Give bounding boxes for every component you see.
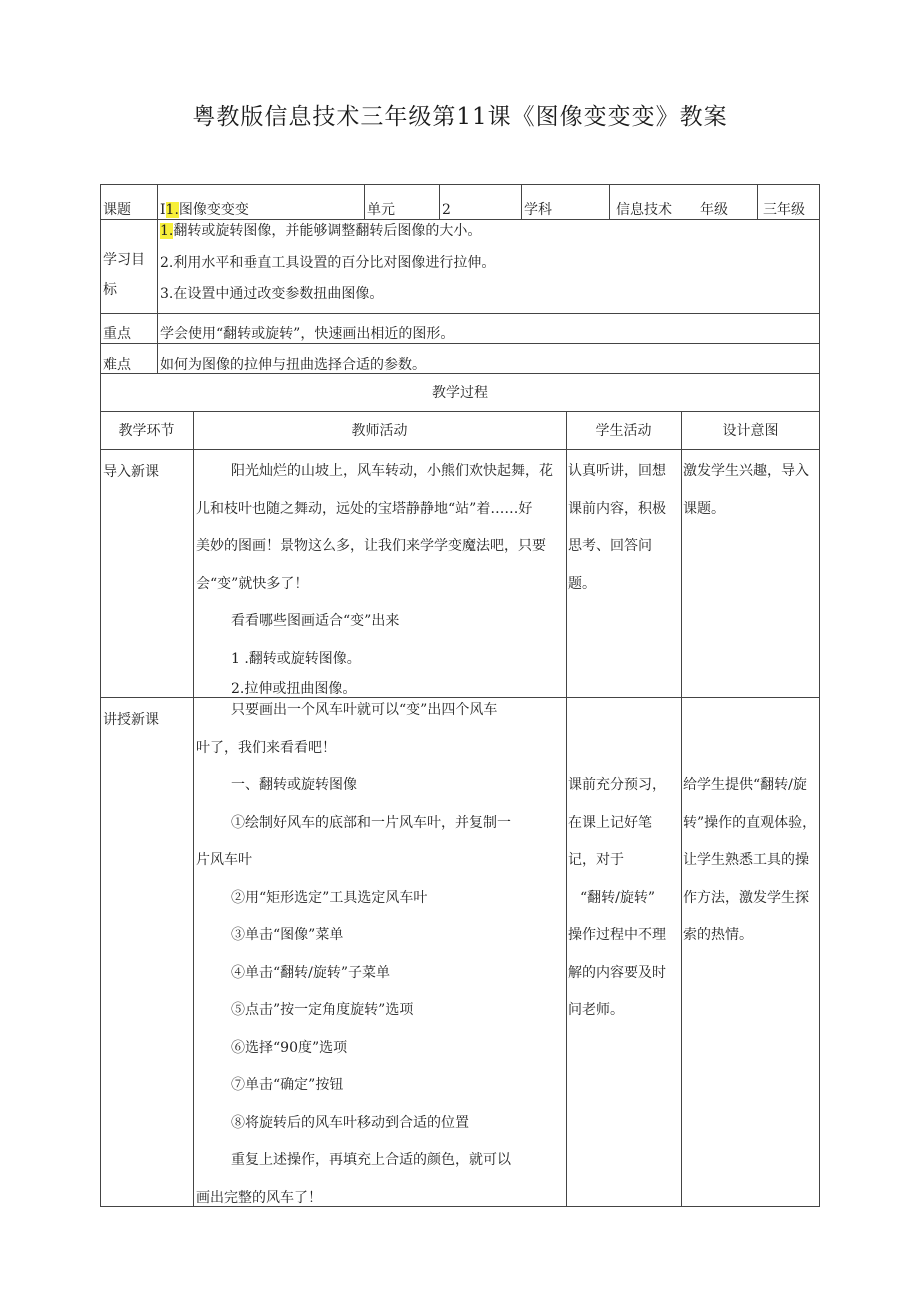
intent-line: 课题。	[683, 500, 725, 517]
student-line: 题。	[568, 575, 596, 592]
student-line: “翻转/旋转”	[580, 889, 656, 906]
teacher-line: 阳光灿烂的山坡上，风车转动，小熊们欢快起舞，花	[231, 463, 553, 479]
row-divider	[100, 219, 820, 220]
goal-item-3: 3.在设置中通过改变参数扭曲图像。	[160, 286, 384, 302]
teacher-line: 美妙的图画！景物这么多，让我们来学学变魔法吧，只要	[196, 538, 546, 554]
teacher-line: 只要画出一个风车叶就可以“变”出四个风车	[231, 702, 498, 718]
difficulty-text: 如何为图像的拉伸与扭曲选择合适的参数。	[160, 357, 426, 373]
teacher-line: ⑤点击”按一定角度旋转”选项	[231, 1002, 414, 1018]
student-line: 记，对于	[568, 852, 624, 868]
intent-line: 转”操作的直观体验，	[683, 814, 817, 831]
col-divider	[609, 184, 610, 219]
student-line: 在课上记好笔	[568, 814, 652, 831]
stage-label: 讲授新课	[103, 712, 159, 728]
col-header-stage: 教学环节	[118, 423, 175, 439]
key-point-text: 学会使用“翻转或旋转”，快速画出相近的图形。	[160, 326, 455, 342]
teacher-line: ③单击“图像”菜单	[231, 927, 344, 943]
unit-value: 2	[442, 202, 451, 218]
teacher-line: 重复上述操作，再填充上合适的颜色，就可以	[231, 1152, 511, 1168]
row-divider	[100, 343, 820, 344]
teacher-line: ⑥选择“90度”选项	[231, 1039, 348, 1056]
row-divider	[100, 313, 820, 314]
col-divider	[757, 184, 758, 219]
col-divider	[193, 411, 194, 1207]
row-divider	[100, 411, 820, 412]
teacher-line: ④单击“翻转/旋转”子菜单	[231, 964, 391, 981]
unit-label: 单元	[367, 202, 395, 218]
teacher-line: 1 .翻转或旋转图像。	[231, 650, 361, 667]
grade-value: 三年级	[763, 202, 805, 218]
col-header-intent: 设计意图	[722, 423, 779, 439]
col-divider	[566, 411, 567, 1207]
difficulty-label: 难点	[103, 357, 131, 373]
teacher-line: 会“变”就快多了！	[196, 575, 309, 592]
goal-item-2: 2.利用水平和垂直工具设置的百分比对图像进行拉伸。	[160, 255, 496, 271]
intent-line: 作方法，激发学生探	[683, 889, 809, 906]
col-divider	[681, 411, 682, 1207]
process-header: 教学过程	[432, 385, 488, 401]
teacher-line: 2.拉伸或扭曲图像。	[231, 681, 357, 697]
subject-value: 信息技术	[616, 202, 672, 218]
stage-label: 导入新课	[103, 464, 159, 480]
teacher-line: 看看哪些图画适合“变”出来	[231, 613, 400, 629]
topic-label: 课题	[103, 202, 131, 218]
teacher-line: 一、翻转或旋转图像	[231, 777, 357, 793]
key-point-label: 重点	[103, 326, 131, 342]
col-header-student: 学生活动	[595, 423, 652, 439]
row-divider	[100, 449, 820, 450]
student-line: 思考、回答问	[568, 538, 652, 554]
intent-line: 给学生提供“翻转/旋	[683, 777, 807, 793]
grade-label: 年级	[700, 202, 728, 218]
student-line: 课前充分预习，	[568, 777, 666, 793]
col-divider	[364, 184, 365, 219]
student-line: 问老师。	[568, 1002, 624, 1018]
student-line: 课前内容，积极	[568, 500, 666, 517]
intent-line: 索的热情。	[683, 927, 753, 943]
col-header-teacher: 教师活动	[351, 423, 408, 439]
goals-label: 学习目 标	[103, 252, 145, 298]
teacher-line: 画出完整的风车了！	[196, 1189, 322, 1206]
student-line: 操作过程中不理	[568, 927, 666, 943]
document-title: 粤教版信息技术三年级第11课《图像变变变》教案	[192, 104, 728, 130]
teacher-line: 片风车叶	[196, 852, 252, 868]
subject-label: 学科	[524, 202, 552, 218]
goal-item-1: 1.翻转或旋转图像，并能够调整翻转后图像的大小。	[160, 223, 482, 239]
teacher-line: ①绘制好风车的底部和一片风车叶，并复制一	[231, 814, 511, 831]
col-divider	[439, 184, 440, 219]
teacher-line: ②用“矩形选定”工具选定风车叶	[231, 889, 428, 906]
teacher-line: 儿和枝叶也随之舞动，远处的宝塔静静地“站”着……好	[196, 500, 533, 517]
teacher-line: 叶了，我们来看看吧！	[196, 739, 336, 756]
intent-line: 让学生熟悉工具的操	[683, 852, 809, 868]
intent-line: 激发学生兴趣，导入	[683, 463, 809, 479]
col-divider	[157, 184, 158, 373]
teacher-line: ⑧将旋转后的风车叶移动到合适的位置	[231, 1114, 469, 1131]
topic-value: I1.图像变变变	[160, 202, 249, 218]
student-line: 认真听讲，回想	[568, 463, 666, 479]
student-line: 解的内容要及时	[568, 964, 666, 981]
teacher-line: ⑦单击“确定”按钮	[231, 1077, 344, 1093]
col-divider	[521, 184, 522, 219]
